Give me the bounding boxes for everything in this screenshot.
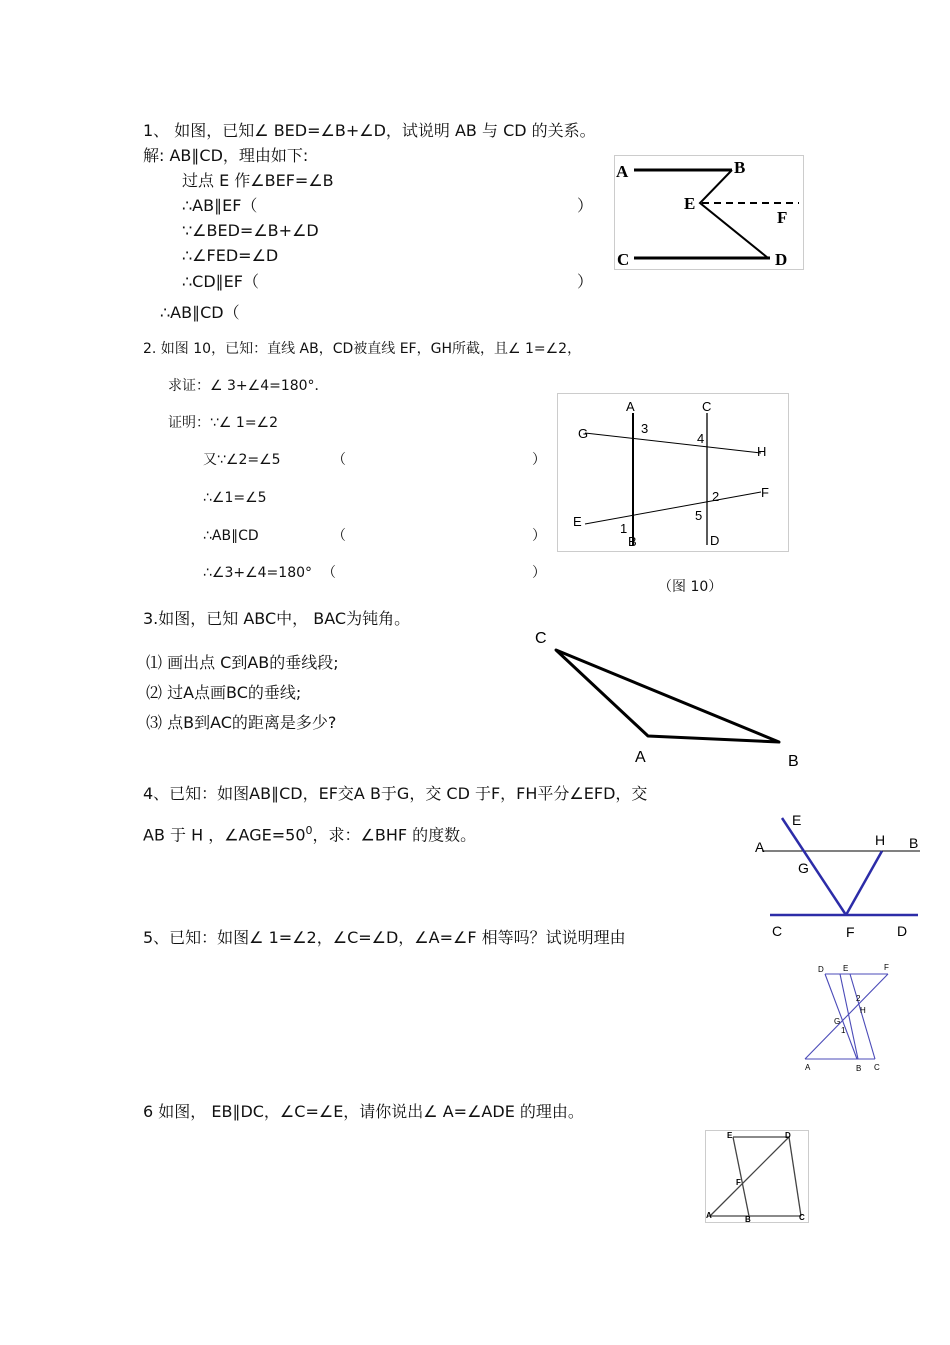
- q2-fig-label-1: 1: [620, 521, 628, 536]
- q2-proof-5: ∴∠3+∠4=180°: [203, 565, 313, 581]
- q2-fig-label-b: B: [628, 534, 637, 549]
- q1-figure: [614, 155, 804, 270]
- q5-fig-label-1: 1: [841, 1026, 846, 1035]
- q2-paren-open-3: （: [322, 565, 336, 581]
- q4-line-2-pre: AB 于 H ，∠AGE=50: [143, 825, 306, 845]
- q1-line-4: ∵∠BED=∠B+∠D: [182, 221, 319, 240]
- q6-fig-label-d: D: [785, 1131, 791, 1140]
- q5-fig-label-2: 2: [856, 994, 861, 1003]
- q5-fig-label-c: C: [874, 1063, 880, 1072]
- q1-fig-label-a: A: [616, 162, 629, 181]
- q6-title: 6 如图， EB∥DC，∠C=∠E，请你说出∠ A=∠ADE 的理由。: [143, 1102, 584, 1121]
- q2-fig-label-2: 2: [712, 489, 720, 504]
- q1-line-6: ∴CD∥EF（: [182, 272, 259, 291]
- q4-line-1: 4、已知：如图AB∥CD，EF交A B于G，交 CD 于F，FH平分∠EFD，交: [143, 784, 648, 803]
- q3-item-1: ⑴ 画出点 C到AB的垂线段;: [146, 653, 339, 672]
- q5-title: 5、已知：如图∠ 1=∠2，∠C=∠D，∠A=∠F 相等吗？试说明理由: [143, 928, 626, 947]
- q2-fig-label-4: 4: [697, 431, 705, 446]
- q2-figure: [557, 393, 789, 553]
- q2-fig-label-g: G: [578, 426, 589, 441]
- q3-figure: [530, 625, 810, 770]
- q5-fig-label-b: B: [856, 1064, 862, 1073]
- q2-proof-4: ∴AB∥CD: [203, 528, 259, 544]
- q2-figure-caption: （图 10）: [658, 579, 723, 595]
- q5-fig-label-a: A: [805, 1063, 811, 1072]
- q6-fig-label-e: E: [727, 1131, 733, 1140]
- q5-fig-label-f: F: [884, 963, 889, 972]
- q1-fig-label-e: E: [684, 194, 696, 213]
- q5-fig-label-d: D: [818, 965, 824, 974]
- q5-fig-label-h: H: [860, 1006, 866, 1015]
- q2-proof-2: 又∵∠2=∠5: [203, 452, 281, 468]
- q3-title: 3.如图，已知 ABC中， BAC为钝角。: [143, 609, 411, 628]
- q5-figure: [800, 958, 900, 1076]
- q2-proof-1: 证明：∵∠ 1=∠2: [168, 415, 279, 431]
- q6-figure: [705, 1130, 809, 1224]
- q2-fig-label-5: 5: [695, 508, 703, 523]
- q4-fig-label-b: B: [909, 835, 919, 851]
- q4-fig-label-f: F: [846, 924, 855, 940]
- q4-fig-label-a: A: [755, 839, 765, 855]
- q2-title: 2. 如图 10，已知：直线 AB，CD被直线 EF，GH所截，且∠ 1=∠2，: [143, 341, 582, 357]
- q2-paren-open-2: （: [332, 528, 346, 544]
- q5-fig-label-g: G: [834, 1017, 841, 1026]
- q3-fig-label-c: C: [535, 630, 547, 647]
- q1-title: 1、 如图，已知∠ BED=∠B+∠D，试说明 AB 与 CD 的关系。: [143, 121, 596, 140]
- q2-paren-open-1: （: [332, 452, 346, 468]
- q3-fig-label-b: B: [788, 753, 799, 770]
- q2-paren-close-1: ）: [532, 452, 546, 468]
- q5-fig-label-e: E: [843, 964, 849, 973]
- q2-fig-label-c: C: [702, 399, 712, 414]
- q2-fig-label-a: A: [626, 399, 635, 414]
- q2-fig-label-e: E: [573, 514, 582, 529]
- q1-fig-label-f: F: [777, 208, 788, 227]
- q4-line-2: [143, 821, 476, 845]
- q6-fig-label-a: A: [706, 1211, 712, 1220]
- q1-line-5: ∴∠FED=∠D: [182, 246, 279, 265]
- q3-item-2: ⑵ 过A点画BC的垂线;: [146, 683, 302, 702]
- q2-paren-close-3: ）: [532, 565, 546, 581]
- q4-figure: [752, 808, 927, 943]
- q4-fig-label-c: C: [772, 923, 783, 939]
- q1-fig-label-c: C: [617, 250, 630, 269]
- q1-paren-close-1: ）: [577, 196, 594, 215]
- q1-fig-label-b: B: [734, 158, 746, 177]
- q1-line-7: ∴AB∥CD（: [160, 303, 240, 322]
- q3-item-3: ⑶ 点B到AC的距离是多少?: [146, 713, 337, 732]
- q1-line-2: 过点 E 作∠BEF=∠B: [182, 171, 334, 190]
- q1-fig-label-d: D: [775, 250, 788, 269]
- q4-fig-label-h: H: [875, 832, 886, 848]
- q1-paren-close-2: ）: [577, 272, 594, 291]
- q2-fig-label-h: H: [757, 444, 767, 459]
- q6-fig-label-b: B: [745, 1215, 751, 1224]
- q3-fig-label-a: A: [635, 749, 646, 766]
- q4-degree-sup: 0: [305, 824, 313, 837]
- q2-paren-close-2: ）: [532, 528, 546, 544]
- q6-fig-label-c: C: [799, 1213, 805, 1222]
- q2-fig-label-d: D: [710, 533, 720, 548]
- q2-fig-label-f: F: [761, 485, 769, 500]
- q6-fig-label-f: F: [736, 1178, 741, 1187]
- q2-proof-3: ∴∠1=∠5: [203, 490, 267, 506]
- q4-fig-label-g: G: [798, 860, 809, 876]
- q4-fig-label-e: E: [792, 812, 802, 828]
- q2-prove: 求证：∠ 3+∠4=180°．: [168, 378, 329, 394]
- q1-line-3: ∴AB∥EF（: [182, 196, 258, 215]
- q4-line-2-post: ，求：∠BHF 的度数。: [312, 825, 477, 845]
- q2-fig-label-3: 3: [641, 421, 649, 436]
- q4-fig-label-d: D: [897, 923, 908, 939]
- q1-line-1: 解: AB∥CD，理由如下:: [143, 146, 309, 165]
